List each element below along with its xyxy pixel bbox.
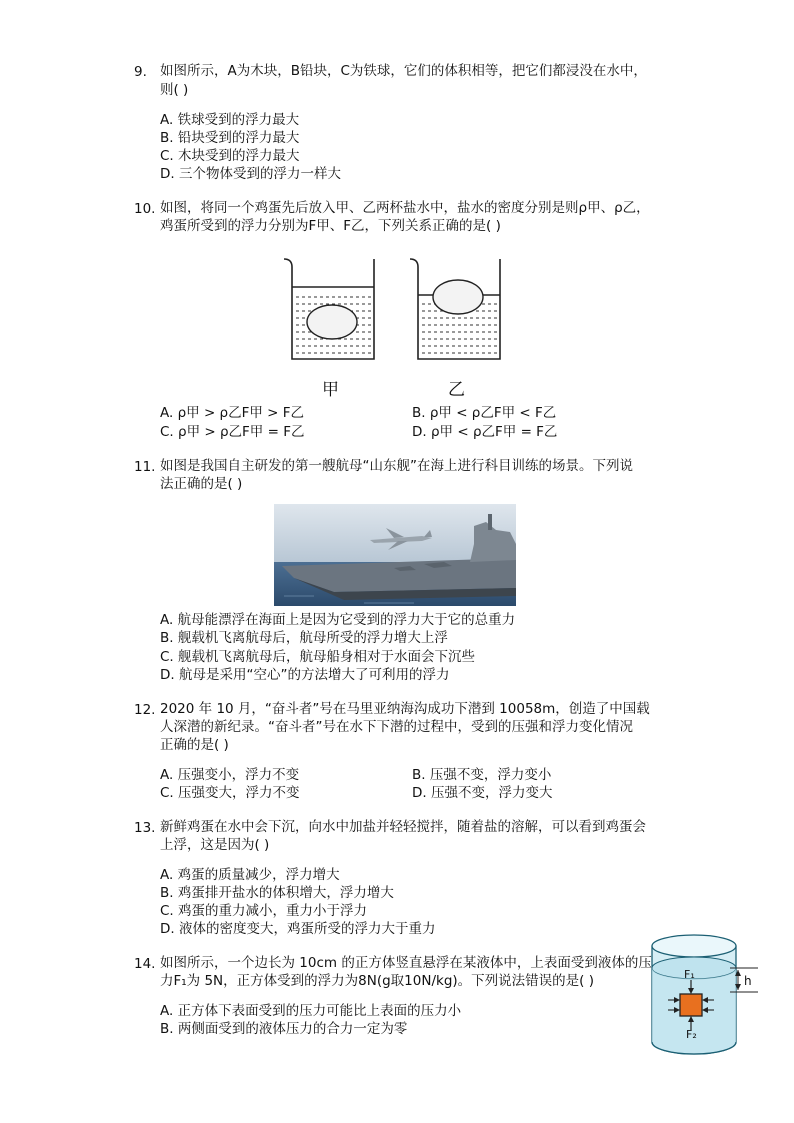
q9-number: 9. (134, 64, 147, 80)
cube (680, 994, 702, 1016)
beaker-left (284, 259, 374, 359)
q11-option-b: B. 舰载机飞离航母后，航母所受的浮力增大上浮 (160, 630, 448, 646)
beaker-left-label: 甲 (322, 380, 339, 400)
q14-stem-line1: 如图所示，一个边长为 10cm 的正方体竖直悬浮在某液体中，上表面受到液体的压 (160, 955, 652, 971)
q13-number: 13. (134, 820, 156, 836)
q11-stem-line2: 法正确的是( ) (160, 476, 243, 492)
q11-number: 11. (134, 459, 156, 475)
q10-stem-line2: 鸡蛋所受到的浮力分别为F甲、F乙，下列关系正确的是( ) (160, 218, 501, 234)
q13-stem-line2: 上浮，这是因为( ) (160, 837, 270, 853)
q12-stem-line3: 正确的是( ) (160, 737, 229, 753)
egg-right (433, 280, 483, 314)
beaker-right (410, 259, 500, 359)
q11-option-d: D. 航母是采用“空心”的方法增大了可利用的浮力 (160, 667, 450, 683)
q10-option-b: B. ρ甲 < ρ乙F甲 < F乙 (412, 405, 557, 421)
q12-option-c: C. 压强变大，浮力不变 (160, 785, 300, 801)
q14-number: 14. (134, 956, 156, 972)
q14-stem-line2: 力F₁为 5N，正方体受到的浮力为8N(g取10N/kg)。下列说法错误的是( ) (160, 973, 594, 989)
q9-option-d: D. 三个物体受到的浮力一样大 (160, 166, 341, 182)
q12-option-b: B. 压强不变，浮力变小 (412, 767, 552, 783)
q13-option-b: B. 鸡蛋排开盐水的体积增大，浮力增大 (160, 885, 394, 901)
beaker-right-label: 乙 (448, 380, 465, 400)
q11-stem-line1: 如图是我国自主研发的第一艘航母“山东舰”在海上进行科目训练的场景。下列说 (160, 458, 633, 474)
q12-number: 12. (134, 702, 156, 718)
f1-label: F₁ (684, 968, 695, 981)
q12-option-d: D. 压强不变，浮力变大 (412, 785, 553, 801)
q12-stem-line1: 2020 年 10 月，“奋斗者”号在马里亚纳海沟成功下潜到 10058m，创造了中国载 (160, 701, 650, 717)
q10-option-d: D. ρ甲 < ρ乙F甲 = F乙 (412, 424, 558, 440)
q13-option-d: D. 液体的密度变大，鸡蛋所受的浮力大于重力 (160, 921, 436, 937)
q9-option-b: B. 铅块受到的浮力最大 (160, 130, 300, 146)
q10-stem-line1: 如图，将同一个鸡蛋先后放入甲、乙两杯盐水中，盐水的密度分别是则ρ甲、ρ乙， (160, 200, 650, 216)
h-label: h (744, 974, 752, 988)
q9-option-a: A. 铁球受到的浮力最大 (160, 112, 300, 128)
q14-option-b: B. 两侧面受到的液体压力的合力一定为零 (160, 1021, 408, 1037)
q11-option-a: A. 航母能漂浮在海面上是因为它受到的浮力大于它的总重力 (160, 612, 516, 628)
q12-option-a: A. 压强变小，浮力不变 (160, 767, 300, 783)
q11-aircraft-carrier-photo (274, 504, 516, 606)
q10-number: 10. (134, 201, 156, 217)
q13-stem-line1: 新鲜鸡蛋在水中会下沉，向水中加盐并轻轻搅拌，随着盐的溶解，可以看到鸡蛋会 (160, 819, 646, 835)
q12-stem-line2: 人深潜的新纪录。“奋斗者”号在水下下潜的过程中，受到的压强和浮力变化情况 (160, 719, 633, 735)
egg-left (307, 305, 357, 339)
q13-option-a: A. 鸡蛋的质量减少，浮力增大 (160, 867, 340, 883)
q10-beakers-figure (278, 255, 514, 405)
q11-option-c: C. 舰载机飞离航母后，航母船身相对于水面会下沉些 (160, 649, 476, 665)
q14-option-a: A. 正方体下表面受到的压力可能比上表面的压力小 (160, 1003, 462, 1019)
q13-option-c: C. 鸡蛋的重力减小，重力小于浮力 (160, 903, 368, 919)
q9-option-c: C. 木块受到的浮力最大 (160, 148, 300, 164)
f2-label: F₂ (686, 1028, 697, 1041)
q10-option-a: A. ρ甲 > ρ乙F甲 > F乙 (160, 405, 305, 421)
q14-cube-in-liquid-figure (646, 930, 766, 1062)
q9-stem-line1: 如图所示，A为木块，B铅块，C为铁球，它们的体积相等，把它们都浸没在水中， (160, 63, 647, 79)
q10-option-c: C. ρ甲 > ρ乙F甲 = F乙 (160, 424, 305, 440)
q9-stem-line2: 则( ) (160, 82, 189, 98)
